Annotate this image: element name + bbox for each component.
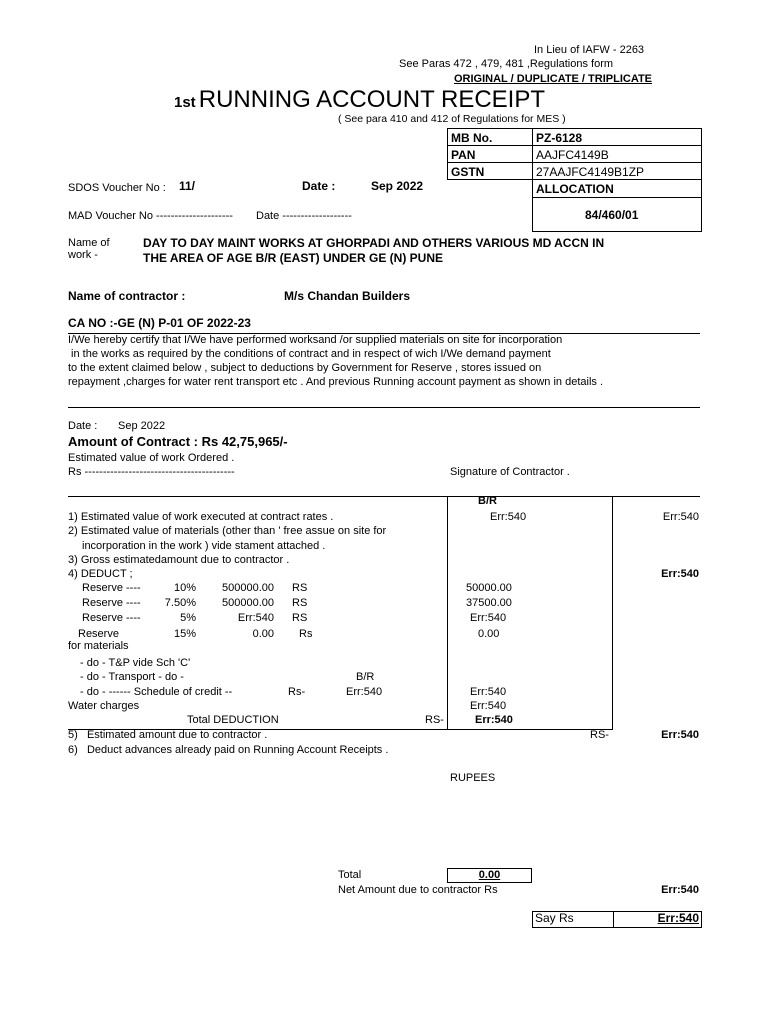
item-5: 5) Estimated amount due to contractor .: [68, 729, 268, 741]
reserve-unit: RS: [292, 597, 308, 609]
form-reference: In Lieu of IAFW - 2263: [534, 44, 645, 56]
certification-line: in the works as required by the conditions of contract and in respect of wich I/We demand payment: [68, 348, 551, 360]
estimated-value-label: Estimated value of work Ordered .: [68, 452, 235, 464]
contractor-label: Name of contractor :: [68, 289, 186, 303]
total-deduction-value: Err:540: [475, 714, 513, 726]
title-prefix: 1st: [174, 94, 196, 111]
item-4: 4) DEDUCT ;: [68, 568, 133, 580]
total-deduction-rs: RS-: [425, 714, 444, 726]
reserve-label: Reserve ----: [82, 597, 141, 609]
transport-line: - do - Transport - do -: [80, 671, 184, 683]
work-description-line2: THE AREA OF AGE B/R (EAST) UNDER GE (N) PUNE: [143, 251, 444, 265]
br-column-header: B/R: [478, 495, 497, 507]
credit-amount: Err:540: [470, 686, 507, 698]
say-rs-value: Err:540: [657, 911, 699, 925]
reserve-amount: 37500.00: [466, 597, 512, 609]
item-1: 1) Estimated value of work executed at contract rates .: [68, 511, 334, 523]
copy-types: ORIGINAL / DUPLICATE / TRIPLICATE: [454, 73, 652, 85]
date-label: Date :: [302, 179, 336, 193]
reserve-base: 500000.00: [222, 597, 274, 609]
reserve-label: Reserve: [78, 628, 119, 640]
reserve-amount: 50000.00: [466, 582, 512, 594]
work-label-line1: Name of: [68, 237, 110, 249]
item-1-br: Err:540: [490, 511, 527, 523]
total-label: Total: [338, 869, 362, 881]
mb-label: MB No.: [447, 128, 533, 146]
net-amount-value: Err:540: [661, 884, 699, 896]
gstn-value: 27AAJFC4149B1ZP: [532, 162, 702, 180]
mad-voucher-label: MAD Voucher No ---------------------: [68, 210, 233, 222]
page-subtitle: ( See para 410 and 412 of Regulations for MES ): [338, 113, 566, 125]
allocation-label: ALLOCATION: [532, 179, 702, 198]
column-divider: [612, 496, 613, 729]
reserve-percent: 7.50%: [164, 597, 196, 609]
reserve-unit: Rs: [299, 628, 313, 640]
total-deduction-label: Total DEDUCTION: [187, 714, 279, 726]
item-3: 3) Gross estimatedamount due to contractor .: [68, 554, 290, 566]
reserve-amount: 0.00: [478, 628, 500, 640]
item-2-line2: incorporation in the work ) vide stament attached .: [82, 540, 326, 552]
tp-line: - do - T&P vide Sch 'C': [80, 657, 191, 669]
reserve-percent: 15%: [173, 628, 196, 640]
certification-line: I/We hereby certify that I/We have performed worksand /or supplied materials on site for incorporation: [68, 334, 563, 346]
item-4-total: Err:540: [661, 568, 699, 580]
credit-value: Err:540: [346, 686, 383, 698]
reserve-percent: 5%: [180, 612, 196, 624]
transport-br: B/R: [356, 671, 375, 683]
work-label-line2: work -: [68, 249, 98, 261]
item-2-line1: 2) Estimated value of materials (other than ' free assue on site for: [68, 525, 387, 537]
water-charges: Water charges: [68, 700, 140, 712]
sdos-voucher-value: 11/: [179, 179, 196, 193]
rs-line: Rs -----------------------------------------: [68, 466, 235, 478]
paras-reference: See Paras 472 , 479, 481 ,Regulations form: [399, 58, 614, 70]
reserve-unit: RS: [292, 612, 308, 624]
contractor-name: M/s Chandan Builders: [284, 289, 411, 303]
item-5-value: Err:540: [661, 729, 699, 741]
sdos-voucher-label: SDOS Voucher No :: [68, 182, 166, 194]
details-top-rule: [68, 496, 700, 497]
water-amount: Err:540: [470, 700, 507, 712]
say-rs-divider: [613, 911, 614, 928]
reserve-percent: 10%: [173, 582, 196, 594]
date-value: Sep 2022: [371, 179, 424, 193]
gstn-label: GSTN: [447, 162, 533, 180]
contract-date-value: Sep 2022: [118, 420, 166, 432]
page-title: [174, 86, 545, 114]
item-1-total: Err:540: [662, 511, 699, 523]
contract-date-label: Date :: [68, 420, 98, 432]
item-5-rs: RS-: [590, 729, 609, 741]
net-amount-label: Net Amount due to contractor Rs: [338, 884, 498, 896]
credit-line: - do - ------ Schedule of credit --: [80, 686, 233, 698]
contractor-signature: Signature of Contractor .: [450, 466, 570, 478]
total-value: 0.00: [478, 869, 501, 881]
item-6: 6) Deduct advances already paid on Running Account Receipts .: [68, 744, 389, 756]
reserve-base: Err:540: [237, 612, 274, 624]
contract-amount: Amount of Contract : Rs 42,75,965/-: [68, 434, 288, 449]
rupees-label: RUPEES: [450, 772, 496, 784]
title-text: RUNNING ACCOUNT RECEIPT: [198, 86, 546, 113]
pan-label: PAN: [447, 145, 533, 163]
reserve-label: Reserve ----: [82, 582, 141, 594]
reserve-label: Reserve ----: [82, 612, 141, 624]
work-description-line1: DAY TO DAY MAINT WORKS AT GHORPADI AND OTHERS VARIOUS MD ACCN IN: [143, 236, 605, 250]
certification-line: to the extent claimed below , subject to deductions by Government for Reserve , stores issued on: [68, 362, 542, 374]
say-rs-label: Say Rs: [535, 911, 574, 925]
reserve-base: 500000.00: [222, 582, 274, 594]
pan-value: AAJFC4149B: [532, 145, 702, 163]
column-divider: [447, 496, 448, 729]
for-materials: for materials: [68, 640, 129, 652]
reserve-amount: Err:540: [470, 612, 507, 624]
credit-rs: Rs-: [288, 686, 306, 698]
allocation-value: 84/460/01: [585, 208, 639, 222]
mb-value: PZ-6128: [532, 128, 702, 146]
ca-number: CA NO :-GE (N) P-01 OF 2022-23: [68, 316, 251, 330]
reserve-unit: RS: [292, 582, 308, 594]
reserve-base: 0.00: [252, 628, 274, 640]
certification-line: repayment ,charges for water rent transport etc . And previous Running account payment as shown in details .: [68, 376, 604, 388]
mad-date: Date -------------------: [256, 210, 352, 222]
divider: [68, 407, 700, 408]
